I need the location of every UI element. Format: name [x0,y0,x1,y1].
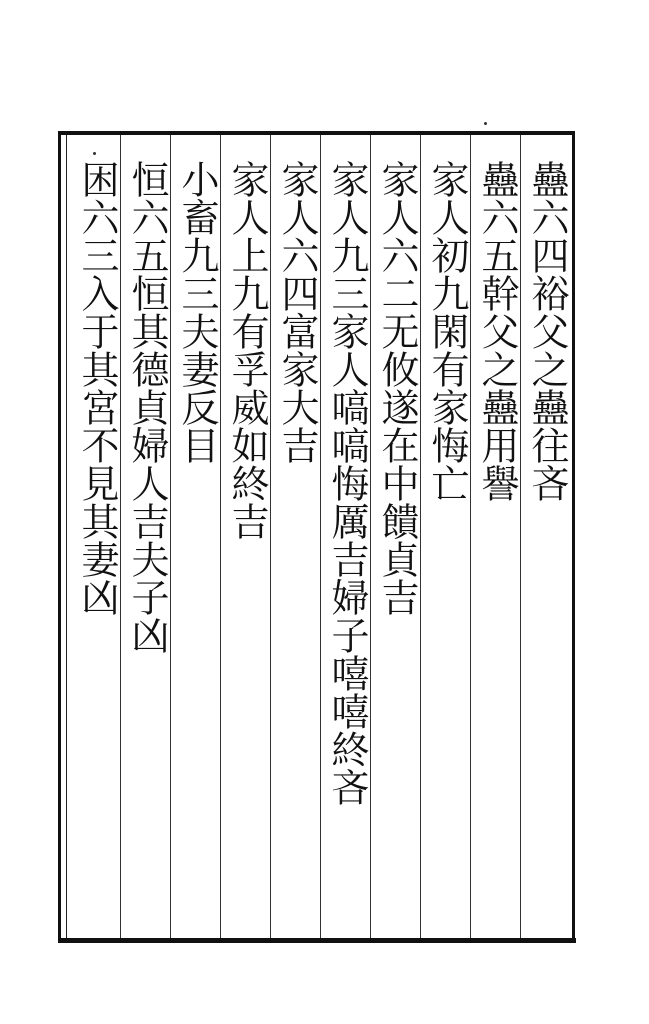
text-column-3: 家人初九閑有家悔亡 [425,160,469,502]
text-column-5: 家人九三家人嗃嗃悔厲吉婦子嘻嘻終吝 [325,160,369,806]
column-divider [170,135,171,938]
text-column-4: 家人六二无攸遂在中饋貞吉 [375,160,419,616]
text-column-7: 家人上九有孚威如終吉 [225,160,269,540]
text-column-2: 蠱六五幹父之蠱用譽 [475,160,519,502]
bottom-border-rule [60,938,576,943]
text-column-10: 困六三入于其宮不見其妻凶 [75,160,119,616]
text-column-1: 蠱六四裕父之蠱往吝 [525,160,569,502]
column-divider [120,135,121,938]
left-border-rule [58,131,61,943]
top-border-rule [58,131,574,135]
right-border-rule [572,131,575,943]
column-divider [220,135,221,938]
column-divider [470,135,471,938]
margin-dot [484,122,487,125]
text-column-8: 小畜九三夫妻反目 [175,160,219,464]
column-divider [370,135,371,938]
column-divider [420,135,421,938]
left-inner-rule [66,135,67,938]
column-divider [320,135,321,938]
column-divider [270,135,271,938]
text-column-6: 家人六四富家大吉 [275,160,319,464]
text-column-9: 恒六五恒其德貞婦人吉夫子凶 [125,160,169,654]
column-divider [520,135,521,938]
margin-dot [93,152,96,155]
